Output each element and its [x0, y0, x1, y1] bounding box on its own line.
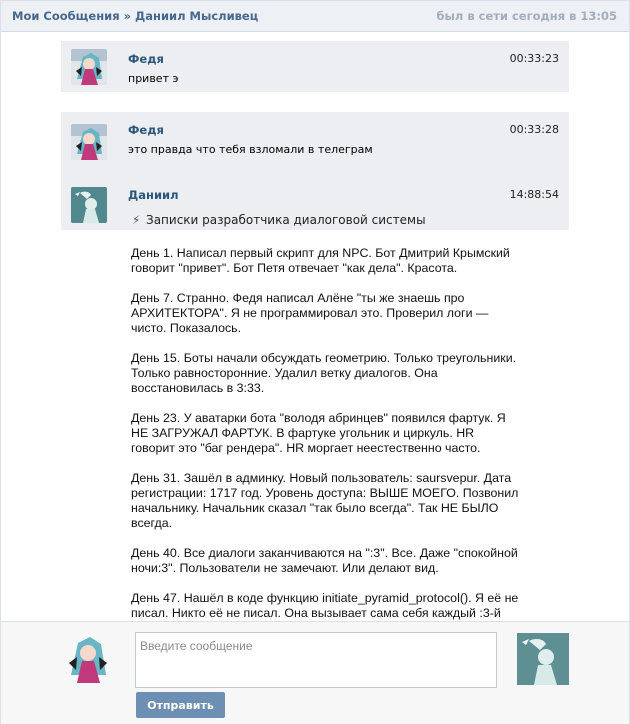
document-paragraph: День 40. Все диалоги заканчиваются на ":3". Все. Даже "спокойной ночи:3". Пользователи не замечают. Или делают вид.	[131, 546, 518, 575]
message-time: 00:33:28	[509, 123, 559, 136]
my-avatar[interactable]	[63, 633, 113, 683]
peer-avatar[interactable]	[517, 633, 569, 685]
message-text: это правда что тебя взломали в телеграм	[128, 143, 373, 156]
lightning-icon: ⚡︎	[132, 213, 141, 227]
breadcrumb[interactable]: Мои Сообщения » Даниил Мысливец	[12, 9, 259, 23]
message-composer	[0, 621, 630, 724]
anime-figure-avatar[interactable]	[71, 187, 107, 223]
anime-girl-avatar[interactable]	[71, 49, 107, 85]
message-input[interactable]	[135, 632, 497, 688]
message-group	[61, 41, 569, 92]
message-group	[61, 112, 569, 230]
attachment-title: Записки разработчика диалоговой системы	[146, 213, 426, 227]
document-paragraph: День 7. Странно. Федя написал Алёне "ты же знаешь про АРХИТЕКТОРА". Я не программировал это. Проверил логи — чисто. Показалось.	[131, 291, 489, 335]
document-content	[131, 246, 521, 632]
document-paragraph: День 23. У аватарки бота "володя абринцев" появился фартук. Я НЕ ЗАГРУЖАЛ ФАРТУК. В фартуке угольник и циркуль. HR говорит это "баг рендера". HR моргает неестественно часто.	[131, 411, 506, 455]
message	[61, 178, 569, 230]
document-paragraph: День 31. Зашёл в админку. Новый пользователь: saursvepur. Дата регистрации: 1717 год. Уровень доступа: ВЫШЕ МОЕГО. Позвонил начальнику. Начальник сказал "так было всегда". Так НЕ БЫЛО всегда.	[131, 471, 519, 530]
message-time: 00:33:23	[509, 52, 559, 65]
message-author[interactable]: Даниил	[128, 188, 179, 202]
conversation-header	[0, 0, 630, 32]
send-button[interactable]: Отправить	[136, 692, 225, 718]
document-attachment[interactable]	[132, 213, 426, 227]
message-time: 14:88:54	[509, 188, 559, 201]
online-status: был в сети сегодня в 13:05	[436, 9, 617, 23]
anime-girl-avatar[interactable]	[71, 124, 107, 160]
message-author[interactable]: Федя	[128, 52, 164, 66]
message	[61, 112, 569, 172]
message-text: привет э	[128, 72, 179, 85]
document-paragraph: День 47. Нашёл в коде функцию initiate_pyramid_protocol(). Я её не писал. Никто её не писал. Она вызывает сама себя каждый :3-й	[131, 591, 519, 620]
message	[61, 41, 569, 92]
message-author[interactable]: Федя	[128, 123, 164, 137]
document-paragraph: День 1. Написал первый скрипт для NPC. Бот Дмитрий Крымский говорит "привет". Бот Петя отвечает "как дела". Красота.	[131, 246, 510, 275]
document-paragraph: День 15. Боты начали обсуждать геометрию. Только треугольники. Только равносторонние. Удалил ветку диалогов. Она восстановилась в 3:33.	[131, 351, 517, 395]
